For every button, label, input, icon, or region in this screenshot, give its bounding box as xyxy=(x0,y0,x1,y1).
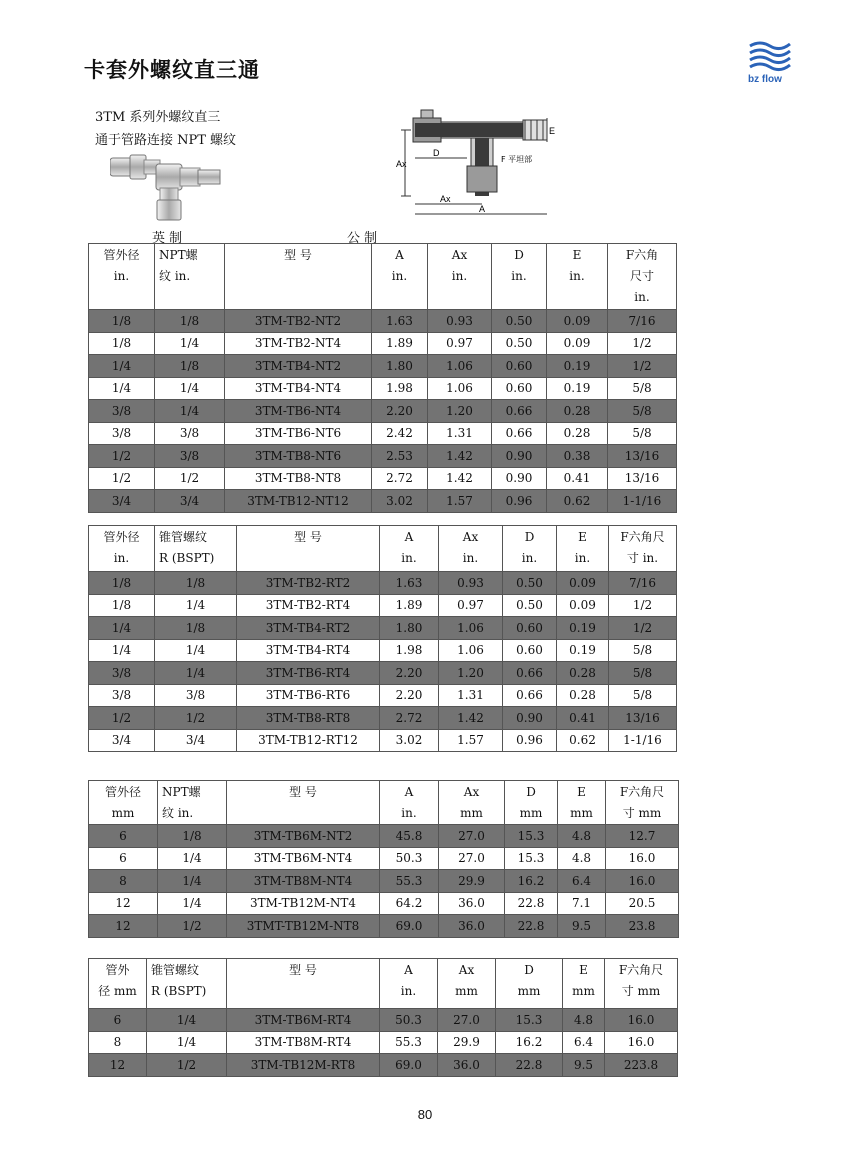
table-cell: 0.38 xyxy=(547,445,608,468)
table-cell: 20.5 xyxy=(606,892,679,915)
metric-label: 公 制 xyxy=(347,231,378,246)
table-cell: 3TM-TB6M-NT2 xyxy=(227,825,380,848)
table-cell: 0.28 xyxy=(557,684,609,707)
table-cell: 1/4 xyxy=(89,377,155,400)
table-cell: 1-1/16 xyxy=(608,490,677,513)
table-cell: 0.28 xyxy=(547,422,608,445)
dim-ax-horizontal: Ax xyxy=(440,194,451,204)
table-cell: 16.2 xyxy=(505,870,558,893)
table-cell: 1/4 xyxy=(147,1009,227,1032)
table-cell: 0.96 xyxy=(503,729,557,752)
table-cell: 1.89 xyxy=(380,594,439,617)
spec-table-3 xyxy=(88,780,679,938)
table-cell: 0.66 xyxy=(503,684,557,707)
table-cell: 1.89 xyxy=(372,332,428,355)
table-cell: 7/16 xyxy=(609,572,677,595)
table-cell: 9.5 xyxy=(558,915,606,938)
table-cell: 3TMT-TB12M-NT8 xyxy=(227,915,380,938)
table-cell: 55.3 xyxy=(380,1031,438,1054)
table-cell: 3TM-TB2-NT4 xyxy=(225,332,372,355)
table-cell: 1/8 xyxy=(155,355,225,378)
table-cell: 1.57 xyxy=(428,490,492,513)
table-cell: 0.60 xyxy=(492,377,547,400)
header-cell: Ax mm xyxy=(438,959,496,1009)
table-cell: 1/8 xyxy=(155,310,225,333)
table-cell: 12 xyxy=(89,915,158,938)
table-cell: 36.0 xyxy=(439,892,505,915)
description-line-2: 通于管路连接 NPT 螺纹 xyxy=(95,133,237,148)
table-cell: 1/8 xyxy=(89,572,155,595)
table-cell: 5/8 xyxy=(609,662,677,685)
table-cell: 5/8 xyxy=(608,422,677,445)
table-cell: 3TM-TB4-RT4 xyxy=(237,639,380,662)
table-cell: 1.31 xyxy=(428,422,492,445)
table-cell: 1/2 xyxy=(158,915,227,938)
header-cell: A in. xyxy=(380,959,438,1009)
header-cell: Ax in. xyxy=(439,526,503,572)
table-row xyxy=(89,684,677,707)
table-cell: 0.50 xyxy=(492,332,547,355)
table-cell: 3TM-TB12-NT12 xyxy=(225,490,372,513)
table-cell: 0.60 xyxy=(503,617,557,640)
header-cell: 锥管螺纹 R (BSPT) xyxy=(147,959,227,1009)
table-cell: 16.2 xyxy=(496,1031,563,1054)
table-cell: 1/8 xyxy=(89,332,155,355)
table-cell: 22.8 xyxy=(505,892,558,915)
table-cell: 0.09 xyxy=(557,572,609,595)
table-row xyxy=(89,729,677,752)
dim-f: F 平坦部 xyxy=(501,155,533,164)
table-cell: 1/2 xyxy=(155,707,237,730)
table-cell: 1.57 xyxy=(439,729,503,752)
header-cell: 管外径 in. xyxy=(89,244,155,310)
header-cell: Ax in. xyxy=(428,244,492,310)
table-row xyxy=(89,332,677,355)
dim-e: E xyxy=(549,126,556,136)
spec-table-2 xyxy=(88,525,677,752)
table-cell: 3/4 xyxy=(89,490,155,513)
table-cell: 3TM-TB12M-RT8 xyxy=(227,1054,380,1077)
logo-text: bz flow xyxy=(748,74,782,85)
table-cell: 5/8 xyxy=(609,684,677,707)
table-cell: 1/8 xyxy=(155,617,237,640)
table-cell: 3TM-TB6-NT4 xyxy=(225,400,372,423)
table-row xyxy=(89,467,677,490)
header-cell: E in. xyxy=(547,244,608,310)
header-cell: E in. xyxy=(557,526,609,572)
header-cell: D mm xyxy=(496,959,563,1009)
table-row xyxy=(89,892,679,915)
table-cell: 5/8 xyxy=(608,400,677,423)
table-cell: 0.90 xyxy=(503,707,557,730)
table-cell: 6 xyxy=(89,847,158,870)
header-cell: E mm xyxy=(558,781,606,825)
table-cell: 1/4 xyxy=(89,355,155,378)
table-cell: 50.3 xyxy=(380,847,439,870)
table-cell: 0.19 xyxy=(547,355,608,378)
table-cell: 3TM-TB2-RT4 xyxy=(237,594,380,617)
table-cell: 0.96 xyxy=(492,490,547,513)
header-cell: D in. xyxy=(503,526,557,572)
table-cell: 3.02 xyxy=(380,729,439,752)
table-cell: 0.62 xyxy=(557,729,609,752)
table-cell: 9.5 xyxy=(563,1054,605,1077)
table-cell: 27.0 xyxy=(438,1009,496,1032)
table-cell: 3TM-TB8M-NT4 xyxy=(227,870,380,893)
table-cell: 1/4 xyxy=(155,377,225,400)
header-cell: E mm xyxy=(563,959,605,1009)
table-cell: 1/2 xyxy=(609,617,677,640)
table-cell: 1/4 xyxy=(158,847,227,870)
table-cell: 1/8 xyxy=(155,572,237,595)
table-cell: 3TM-TB8-NT8 xyxy=(225,467,372,490)
table-cell: 16.0 xyxy=(606,847,679,870)
spec-table-1 xyxy=(88,243,677,513)
table-cell: 3TM-TB12-RT12 xyxy=(237,729,380,752)
dimension-drawing xyxy=(395,100,565,218)
table-cell: 1/2 xyxy=(147,1054,227,1077)
table-cell: 0.28 xyxy=(557,662,609,685)
header-cell: 型 号 xyxy=(227,959,380,1009)
table-cell: 15.3 xyxy=(505,825,558,848)
table-cell: 8 xyxy=(89,1031,147,1054)
table-cell: 1.06 xyxy=(439,617,503,640)
table-cell: 2.20 xyxy=(380,662,439,685)
table-row xyxy=(89,825,679,848)
table-cell: 6 xyxy=(89,825,158,848)
table-cell: 0.19 xyxy=(547,377,608,400)
table-cell: 8 xyxy=(89,870,158,893)
header-cell: 型 号 xyxy=(225,244,372,310)
table-cell: 3/8 xyxy=(155,445,225,468)
table-cell: 3/4 xyxy=(155,729,237,752)
table-row xyxy=(89,1054,678,1077)
table-cell: 3TM-TB2-RT2 xyxy=(237,572,380,595)
table-row xyxy=(89,400,677,423)
table-cell: 1/4 xyxy=(89,639,155,662)
header-cell: 管外径 mm xyxy=(89,781,158,825)
table-cell: 55.3 xyxy=(380,870,439,893)
header-cell: NPT螺 纹 in. xyxy=(155,244,225,310)
table-cell: 1/4 xyxy=(158,892,227,915)
page-number: 80 xyxy=(417,1107,433,1122)
table-row xyxy=(89,377,677,400)
table-cell: 2.20 xyxy=(380,684,439,707)
table-cell: 1.06 xyxy=(428,377,492,400)
table-cell: 1/2 xyxy=(609,594,677,617)
table-cell: 3/8 xyxy=(89,662,155,685)
product-photo xyxy=(110,150,222,222)
table-cell: 1/2 xyxy=(89,445,155,468)
table-row xyxy=(89,707,677,730)
table-cell: 7/16 xyxy=(608,310,677,333)
table-cell: 1/4 xyxy=(147,1031,227,1054)
table-cell: 0.90 xyxy=(492,467,547,490)
header-cell: A in. xyxy=(380,781,439,825)
table-cell: 16.0 xyxy=(605,1009,678,1032)
table-cell: 1.06 xyxy=(439,639,503,662)
table-cell: 1/4 xyxy=(155,662,237,685)
table-cell: 1.06 xyxy=(428,355,492,378)
table-cell: 3TM-TB6-RT6 xyxy=(237,684,380,707)
table-row xyxy=(89,847,679,870)
table-cell: 69.0 xyxy=(380,915,439,938)
table-cell: 3TM-TB4-NT4 xyxy=(225,377,372,400)
table-cell: 1/2 xyxy=(89,707,155,730)
table-cell: 6.4 xyxy=(558,870,606,893)
table-row xyxy=(89,870,679,893)
table-cell: 0.09 xyxy=(547,310,608,333)
table-cell: 16.0 xyxy=(606,870,679,893)
header-cell: F六角尺 寸 mm xyxy=(605,959,678,1009)
header-cell: 锥管螺纹 R (BSPT) xyxy=(155,526,237,572)
table-cell: 4.8 xyxy=(558,825,606,848)
header-cell: NPT螺 纹 in. xyxy=(158,781,227,825)
table-cell: 64.2 xyxy=(380,892,439,915)
table-cell: 1/4 xyxy=(155,400,225,423)
table-cell: 0.93 xyxy=(439,572,503,595)
table-row xyxy=(89,915,679,938)
table-row xyxy=(89,310,677,333)
table-cell: 4.8 xyxy=(558,847,606,870)
table-row xyxy=(89,1009,678,1032)
table-cell: 0.50 xyxy=(492,310,547,333)
table-cell: 1.80 xyxy=(380,617,439,640)
table-cell: 3/4 xyxy=(155,490,225,513)
table-cell: 0.60 xyxy=(503,639,557,662)
table-cell: 27.0 xyxy=(439,847,505,870)
table-cell: 13/16 xyxy=(608,445,677,468)
table-cell: 29.9 xyxy=(439,870,505,893)
table-cell: 13/16 xyxy=(609,707,677,730)
table-cell: 0.19 xyxy=(557,639,609,662)
header-cell: 管外 径 mm xyxy=(89,959,147,1009)
table-cell: 3/8 xyxy=(155,422,225,445)
table-cell: 0.66 xyxy=(492,422,547,445)
table-cell: 15.3 xyxy=(505,847,558,870)
table-cell: 1.63 xyxy=(372,310,428,333)
table-cell: 1.80 xyxy=(372,355,428,378)
table-cell: 36.0 xyxy=(438,1054,496,1077)
header-cell: 管外径 in. xyxy=(89,526,155,572)
table-cell: 2.20 xyxy=(372,400,428,423)
table-cell: 3TM-TB6M-NT4 xyxy=(227,847,380,870)
table-cell: 2.72 xyxy=(372,467,428,490)
table-cell: 5/8 xyxy=(608,377,677,400)
table-cell: 3/8 xyxy=(89,684,155,707)
table-cell: 3/8 xyxy=(89,400,155,423)
table-row xyxy=(89,662,677,685)
table-cell: 3TM-TB6-RT4 xyxy=(237,662,380,685)
table-cell: 1/2 xyxy=(155,467,225,490)
table-cell: 6 xyxy=(89,1009,147,1032)
table-cell: 223.8 xyxy=(605,1054,678,1077)
table-cell: 3/8 xyxy=(89,422,155,445)
table-cell: 3/8 xyxy=(155,684,237,707)
table-cell: 2.72 xyxy=(380,707,439,730)
table-cell: 3TM-TB6-NT6 xyxy=(225,422,372,445)
table-cell: 1/8 xyxy=(89,310,155,333)
table-cell: 0.66 xyxy=(492,400,547,423)
table-cell: 1.98 xyxy=(372,377,428,400)
table-row xyxy=(89,1031,678,1054)
table-cell: 1.42 xyxy=(428,467,492,490)
table-cell: 7.1 xyxy=(558,892,606,915)
table-cell: 1/8 xyxy=(89,594,155,617)
table-cell: 1.31 xyxy=(439,684,503,707)
table-row xyxy=(89,355,677,378)
table-cell: 1.98 xyxy=(380,639,439,662)
table-cell: 27.0 xyxy=(439,825,505,848)
table-cell: 23.8 xyxy=(606,915,679,938)
header-cell: A in. xyxy=(380,526,439,572)
table-cell: 1.42 xyxy=(439,707,503,730)
table-cell: 0.09 xyxy=(547,332,608,355)
table-cell: 69.0 xyxy=(380,1054,438,1077)
spec-table-4 xyxy=(88,958,678,1077)
table-cell: 50.3 xyxy=(380,1009,438,1032)
table-cell: 3TM-TB8M-RT4 xyxy=(227,1031,380,1054)
table-cell: 1/4 xyxy=(155,594,237,617)
table-cell: 1.20 xyxy=(428,400,492,423)
table-cell: 3TM-TB2-NT2 xyxy=(225,310,372,333)
table-cell: 1/2 xyxy=(89,467,155,490)
header-cell: F六角尺 寸 mm xyxy=(606,781,679,825)
header-cell: 型 号 xyxy=(227,781,380,825)
table-cell: 3TM-TB6M-RT4 xyxy=(227,1009,380,1032)
table-cell: 2.42 xyxy=(372,422,428,445)
table-cell: 3TM-TB12M-NT4 xyxy=(227,892,380,915)
table-cell: 0.93 xyxy=(428,310,492,333)
table-cell: 1/4 xyxy=(158,870,227,893)
table-row xyxy=(89,617,677,640)
table-cell: 0.19 xyxy=(557,617,609,640)
bz-flow-logo xyxy=(744,40,794,86)
header-cell: F六角尺 寸 in. xyxy=(609,526,677,572)
table-cell: 1.42 xyxy=(428,445,492,468)
table-cell: 0.97 xyxy=(428,332,492,355)
table-cell: 3/4 xyxy=(89,729,155,752)
table-cell: 0.60 xyxy=(492,355,547,378)
table-cell: 3.02 xyxy=(372,490,428,513)
dim-a: A xyxy=(479,204,486,214)
header-cell: A in. xyxy=(372,244,428,310)
table-cell: 12 xyxy=(89,1054,147,1077)
table-cell: 0.62 xyxy=(547,490,608,513)
table-cell: 3TM-TB4-RT2 xyxy=(237,617,380,640)
table-cell: 0.41 xyxy=(547,467,608,490)
table-cell: 3TM-TB8-NT6 xyxy=(225,445,372,468)
table-row xyxy=(89,594,677,617)
table-cell: 1/4 xyxy=(155,639,237,662)
table-cell: 0.50 xyxy=(503,594,557,617)
description-line-1: 3TM 系列外螺纹直三 xyxy=(95,110,221,125)
table-cell: 3TM-TB4-NT2 xyxy=(225,355,372,378)
table-cell: 4.8 xyxy=(563,1009,605,1032)
table-row xyxy=(89,445,677,468)
table-cell: 1.63 xyxy=(380,572,439,595)
table-cell: 29.9 xyxy=(438,1031,496,1054)
dim-d: D xyxy=(433,148,440,158)
table-cell: 13/16 xyxy=(608,467,677,490)
table-row xyxy=(89,422,677,445)
table-cell: 22.8 xyxy=(496,1054,563,1077)
table-row xyxy=(89,490,677,513)
table-cell: 1/2 xyxy=(608,332,677,355)
table-cell: 22.8 xyxy=(505,915,558,938)
table-cell: 0.28 xyxy=(547,400,608,423)
table-cell: 6.4 xyxy=(563,1031,605,1054)
table-cell: 1-1/16 xyxy=(609,729,677,752)
page-title: 卡套外螺纹直三通 xyxy=(84,58,260,82)
header-cell: Ax mm xyxy=(439,781,505,825)
table-cell: 16.0 xyxy=(605,1031,678,1054)
table-cell: 1/8 xyxy=(158,825,227,848)
table-cell: 0.50 xyxy=(503,572,557,595)
table-cell: 12 xyxy=(89,892,158,915)
table-cell: 1/4 xyxy=(155,332,225,355)
imperial-label: 英 制 xyxy=(152,231,183,246)
table-cell: 1/4 xyxy=(89,617,155,640)
table-cell: 2.53 xyxy=(372,445,428,468)
header-cell: 型 号 xyxy=(237,526,380,572)
table-row xyxy=(89,572,677,595)
header-cell: F六角 尺寸 in. xyxy=(608,244,677,310)
table-cell: 0.09 xyxy=(557,594,609,617)
table-cell: 45.8 xyxy=(380,825,439,848)
header-cell: D mm xyxy=(505,781,558,825)
table-cell: 36.0 xyxy=(439,915,505,938)
table-cell: 1/2 xyxy=(608,355,677,378)
table-cell: 0.97 xyxy=(439,594,503,617)
table-cell: 5/8 xyxy=(609,639,677,662)
table-cell: 0.90 xyxy=(492,445,547,468)
table-cell: 3TM-TB8-RT8 xyxy=(237,707,380,730)
header-cell: D in. xyxy=(492,244,547,310)
table-row xyxy=(89,639,677,662)
table-cell: 0.41 xyxy=(557,707,609,730)
table-cell: 1.20 xyxy=(439,662,503,685)
table-cell: 0.66 xyxy=(503,662,557,685)
table-cell: 15.3 xyxy=(496,1009,563,1032)
table-cell: 12.7 xyxy=(606,825,679,848)
dim-ax-vertical: Ax xyxy=(396,159,407,169)
